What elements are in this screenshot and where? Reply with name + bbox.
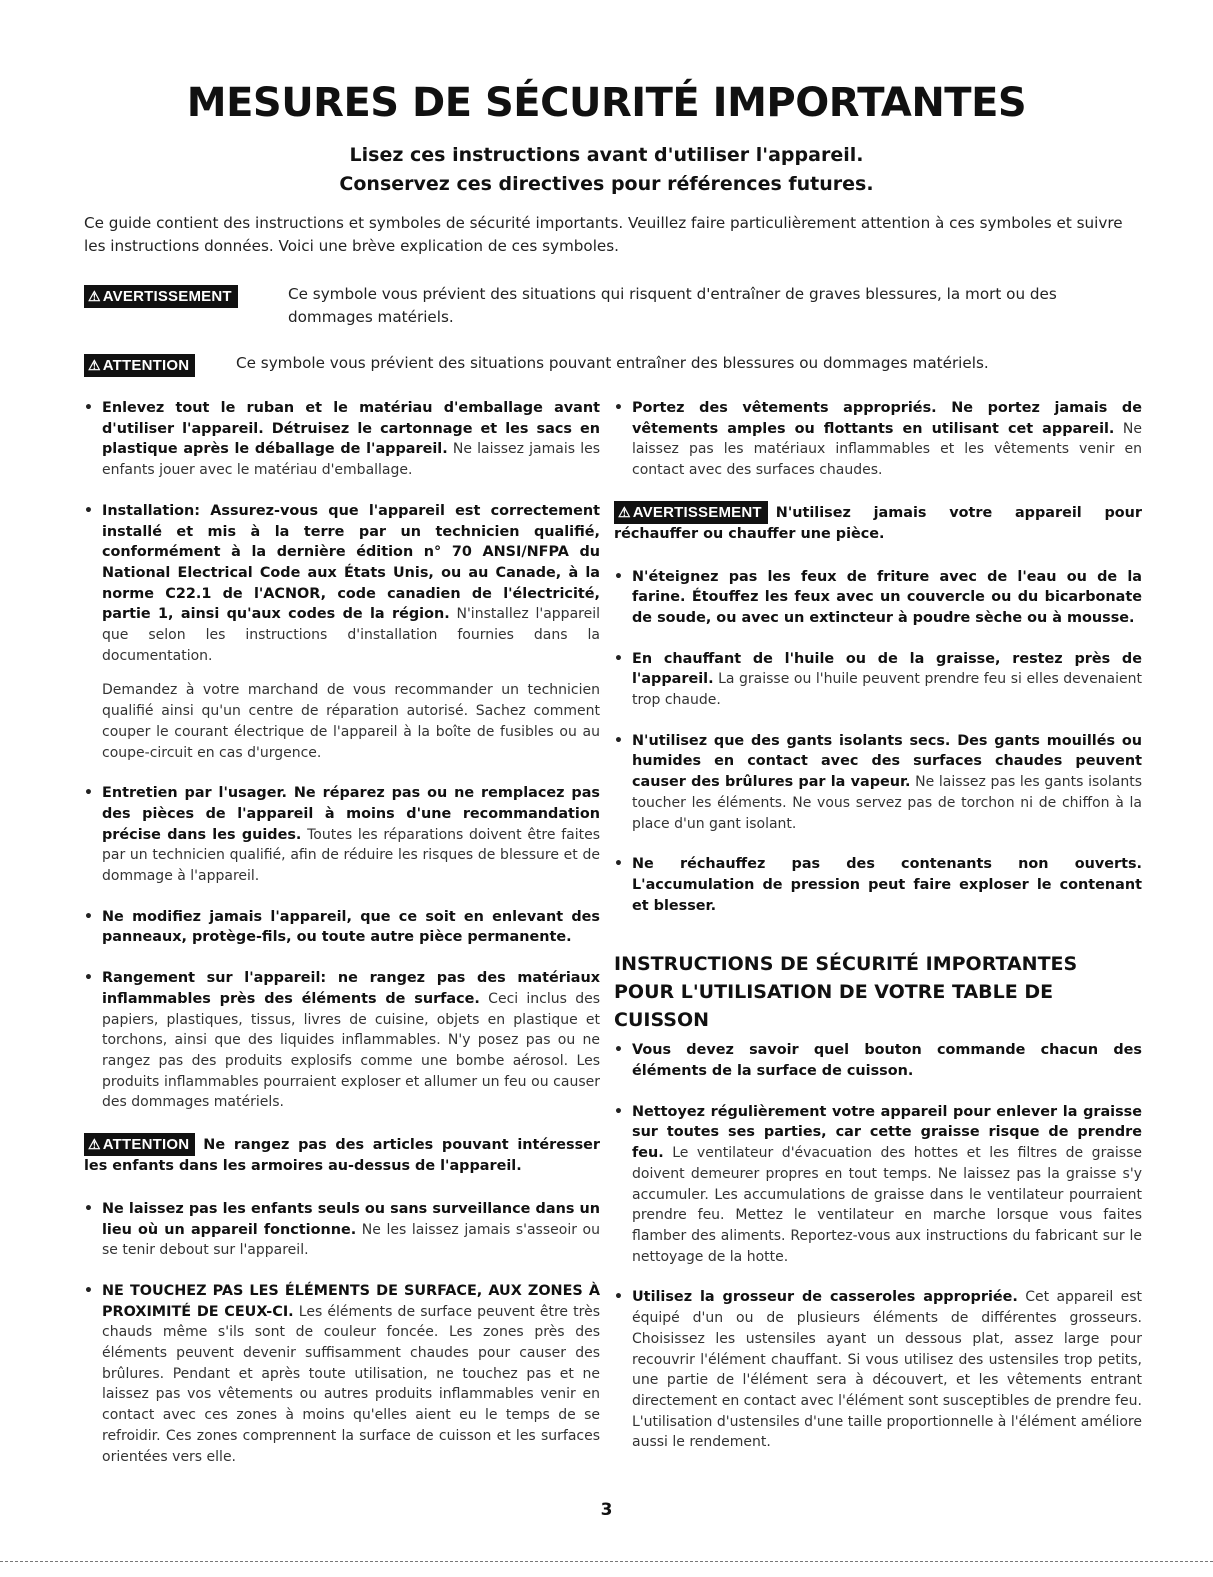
warning-heating-block: ⚠ AVERTISSEMENT N'utilisez jamais votre appareil pour réchauffer ou chauffer une pièce. [614, 501, 1142, 545]
list-item: • Ne laissez pas les enfants seuls ou sans surveillance dans un lieu où un appareil fonctionne. Ne les laissez jamais s'asseoir ou se tenir debout sur l'appareil. [84, 1200, 600, 1259]
list-item: • Utilisez la grosseur de casseroles appropriée. Cet appareil est équipé d'un ou de plusieurs éléments de différentes grosseurs. Choisissez les ustensiles ayant un dessous plat, assez large pour recouvrir l'élément chauffant. Si vous utilisez des ustensiles trop petits, une partie de l'élément sera à découvert, et les vêtements entrant directement en contact avec l'élément sont susceptibles de prendre feu. L'utilisation d'ustensiles d'une taille proportionnelle à l'élément améliore aussi le rendement. [614, 1289, 1142, 1451]
list-item: • Vous devez savoir quel bouton commande chacun des éléments de la surface de cuisson. [614, 1042, 1142, 1080]
page-title: MESURES DE SÉCURITÉ IMPORTANTES [186, 80, 1027, 126]
caution-children-block: ⚠ ATTENTION Ne rangez pas des articles pouvant intéresser les enfants dans les armoires au-dessus de l'appareil. [84, 1133, 600, 1177]
warning-triangle-icon: ⚠ [88, 1136, 101, 1153]
list-item: • En chauffant de l'huile ou de la graisse, restez près de l'appareil. La graisse ou l'huile peuvent prendre feu si elles devenaient trop chaude. [614, 650, 1142, 709]
left-column [84, 398, 600, 1487]
caution-symbol-text: Ce symbole vous prévient des situations pouvant entraîner des blessures ou dommages matériels. [236, 354, 989, 372]
technician-paragraph: Demandez à votre marchand de vous recommander un technicien qualifié ainsi qu'un centre de réparation autorisé. Sachez comment couper le courant électrique de l'appareil à la boîte de fusibles ou au coupe-circuit en cas d'urgence. [102, 682, 600, 761]
intro-paragraph: Ce guide contient des instructions et symboles de sécurité importants. Veuillez faire particulièrement attention à ces symboles et suivre les instructions données. Voici une brève explication de ces symboles. [84, 214, 1123, 255]
warning-badge: ⚠ AVERTISSEMENT [614, 501, 768, 524]
list-item: • Nettoyez régulièrement votre appareil pour enlever la graisse sur toutes ses parties, car cette graisse risque de prendre feu. Le ventilateur d'évacuation des hottes et les filtres de graisse doivent demeurer propres en tout temps. Ne laissez pas la graisse s'y accumuler. Les accumulations de graisse dans le ventilateur pourraient prendre feu. Mettez le ventilateur en marche lorsque vous faites flamber des aliments. Reportez-vous aux instructions du fabricant sur le nettoyage de la hotte. [614, 1103, 1142, 1265]
list-item: • Entretien par l'usager. Ne réparez pas ou ne remplacez pas des pièces de l'appareil à moins d'une recommandation précise dans les guides. Toutes les réparations doivent être faites par un technicien qualifié, afin de réduire les risques de blessure et de dommage à l'appareil. [84, 785, 600, 885]
caution-badge: ⚠ ATTENTION [84, 354, 195, 377]
list-item: • Installation: Assurez-vous que l'appareil est correctement installé et mis à la terre par un technicien qualifié, conformément à la dernière édition n° 70 ANSI/NFPA du National Electrical Code aux États Unis, ou au Canade, à la norme C22.1 de l'ACNOR, code canadien de l'électricité, partie 1, ainsi qu'aux codes de la région. N'installez l'appareil que selon les instructions d'installation fournies dans la documentation. [84, 502, 600, 664]
list-item: • Portez des vêtements appropriés. Ne portez jamais de vêtements amples ou flottants en utilisant cet appareil. Ne laissez pas les matériaux inflammables et les vêtements venir en contact avec des surfaces chaudes. [614, 400, 1142, 479]
right-column [614, 398, 1142, 1473]
warning-triangle-icon: ⚠ [88, 288, 101, 304]
list-item: • Ne réchauffez pas des contenants non ouverts. L'accumulation de pression peut faire exploser le contenant et blesser. [614, 856, 1142, 914]
subtitle-read-instructions: Lisez ces instructions avant d'utiliser l'appareil. [349, 144, 864, 166]
subtitle-keep-instructions: Conservez ces directives pour références futures. [339, 173, 874, 195]
warning-triangle-icon: ⚠ [618, 503, 631, 520]
warning-symbol-text: Ce symbole vous prévient des situations qui risquent d'entraîner de graves blessures, la mort ou des dommages matériels. [288, 285, 1057, 326]
list-item: • N'éteignez pas les feux de friture avec de l'eau ou de la farine. Étouffez les feux avec un couvercle ou du bicarbonate de soude, ou avec un extincteur à poudre sèche ou à mousse. [614, 568, 1142, 626]
list-item: • Rangement sur l'appareil: ne rangez pas des matériaux inflammables près des éléments de surface. Ceci inclus des papiers, plastiques, tissus, livres de cuisine, objets en plastique et torchons, ainsi que des liquides inflammables. N'y posez pas ou ne rangez pas des produits explosifs comme une bombe aérosol. Les produits inflammables pourraient exploser et allumer un feu ou causer des dommages matériels. [84, 970, 600, 1111]
page-bottom-rule [0, 1561, 1213, 1562]
warning-triangle-icon: ⚠ [88, 357, 101, 373]
section-title: INSTRUCTIONS DE SÉCURITÉ IMPORTANTES POUR L'UTILISATION DE VOTRE TABLE DE CUISSON [614, 953, 1078, 1032]
list-item: • Ne modifiez jamais l'appareil, que ce soit en enlevant des panneaux, protège-fils, ou toute autre pièce permanente. [84, 908, 600, 946]
caution-badge: ⚠ ATTENTION [84, 1133, 195, 1156]
list-item: • NE TOUCHEZ PAS LES ÉLÉMENTS DE SURFACE, AUX ZONES À PROXIMITÉ DE CEUX-CI. Les éléments de surface peuvent être très chauds même s'ils sont de couleur foncée. Les zones près des éléments peuvent devenir suffisamment chaudes pour causer des brûlures. Pendant et après toute utilisation, ne touchez pas et ne laissez pas vos vêtements ou autres produits inflammables venir en contact avec ces zones à moins qu'elles aient eu le temps de se refroidir. Ces zones comprennent la surface de cuisson et les surfaces orientées vers elle. [84, 1282, 600, 1465]
list-item: • N'utilisez que des gants isolants secs. Des gants mouillés ou humides en contact avec des surfaces chaudes peuvent causer des brûlures par la vapeur. Ne laissez pas les gants isolants toucher les éléments. Ne vous servez pas de torchon ni de chiffon à la place d'un gant isolant. [614, 732, 1142, 832]
page-number: 3 [600, 1500, 613, 1520]
warning-badge: ⚠ AVERTISSEMENT [84, 285, 238, 308]
list-item: • Enlevez tout le ruban et le matériau d'emballage avant d'utiliser l'appareil. Détruisez le cartonnage et les sacs en plastique après le déballage de l'appareil. Ne laissez jamais les enfants jouer avec le matériau d'emballage. [84, 400, 600, 479]
